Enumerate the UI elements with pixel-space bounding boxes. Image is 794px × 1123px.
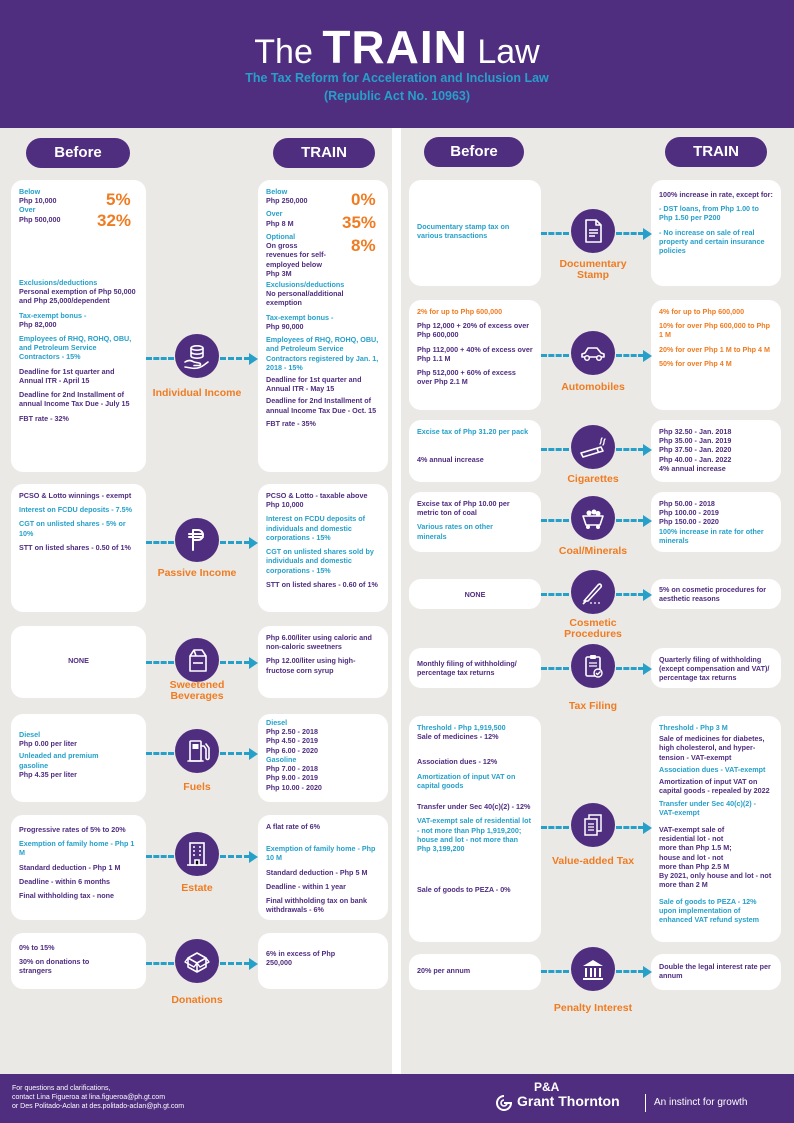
contact-info xyxy=(12,1084,184,1111)
dst-train-box xyxy=(651,180,781,286)
cosmetic-train-text: 5% on cosmetic procedures for aesthetic reasons xyxy=(659,585,767,604)
dst-train-item: 100% increase in rate, except for: xyxy=(659,190,773,199)
cig-arrow xyxy=(643,444,652,456)
auto-train-item: 20% for over Php 1 M to Php 4 M xyxy=(659,344,771,354)
penalty-connector-left xyxy=(541,970,569,973)
coal-train-item: 100% increase in rate for other minerals xyxy=(659,526,764,545)
documents-stack-icon xyxy=(571,803,615,847)
dst-connector-right xyxy=(616,232,644,235)
sweetened-arrow xyxy=(249,657,258,669)
income-before-over-value: Php 500,000 xyxy=(19,214,61,224)
income-train-excl-text: No personal/additional exemption xyxy=(266,289,344,308)
income-before-bonus-label: Tax-exempt bonus - xyxy=(19,310,87,320)
sweetened-connector-right xyxy=(220,661,250,664)
auto-arrow xyxy=(643,350,652,362)
vat-before-item: Sale of medicines - 12% xyxy=(417,732,499,742)
cig-train-item: 4% annual increase xyxy=(659,463,726,473)
donations-before-item: 0% to 15% xyxy=(19,943,55,952)
vat-train-item: Sale of medicines for diabetes, high cholesterol, and hyper-tension - VAT-exempt xyxy=(659,734,765,762)
title-law: Law xyxy=(477,33,540,71)
donations-connector-right xyxy=(220,962,250,965)
auto-connector-right xyxy=(616,354,644,357)
vat-before-item: Association dues - 12% xyxy=(417,757,498,767)
dst-connector-left xyxy=(541,232,569,235)
vat-train-item: Transfer under Sec 40(c)(2) - VAT-exempt xyxy=(659,798,757,817)
page-title xyxy=(0,20,794,74)
estate-arrow xyxy=(249,851,258,863)
income-before-bonus-value: Php 82,000 xyxy=(19,319,57,329)
income-train-over-label: Over xyxy=(266,209,283,219)
estate-connector-left xyxy=(146,855,174,858)
income-connector-right xyxy=(220,357,250,360)
sweetened-before-box xyxy=(11,626,146,698)
donations-before-item: 30% on donations to strangers xyxy=(19,957,90,976)
scalpel-icon xyxy=(571,570,615,614)
coal-before-box xyxy=(409,492,541,552)
coal-train-item: Php 100.00 - 2019 xyxy=(659,508,719,518)
gift-box-icon xyxy=(175,939,219,983)
estate-train-item: Final withholding tax on bank withdrawals - 6% xyxy=(266,896,368,915)
vat-train-item: By 2021, only house and lot - not more than 2 M xyxy=(659,871,772,890)
fuels-connector-right xyxy=(220,752,250,755)
passive-before-item: Interest on FCDU deposits - 7.5% xyxy=(19,505,133,515)
column-divider xyxy=(392,128,401,1074)
vat-arrow xyxy=(643,822,652,834)
donations-arrow xyxy=(249,958,258,970)
fuels-train-item: Php 10.00 - 2020 xyxy=(266,782,322,792)
vat-train-box xyxy=(651,716,781,942)
cig-connector-right xyxy=(616,448,644,451)
auto-before-item: Php 112,000 + 40% of excess over Php 1.1 M xyxy=(417,344,533,363)
filing-arrow xyxy=(643,663,652,675)
train-header-right: TRAIN xyxy=(665,137,767,167)
clipboard-check-icon xyxy=(571,644,615,688)
document-icon xyxy=(571,209,615,253)
cosmetic-before-text: NONE xyxy=(464,590,486,599)
auto-connector-left xyxy=(541,354,569,357)
dst-before-text: Documentary stamp tax on various transactions xyxy=(417,222,510,241)
vat-before-item: Threshold - Php 1,919,500 xyxy=(417,723,506,732)
passive-before-item: PCSO & Lotto winnings - exempt xyxy=(19,491,132,500)
cosmetic-connector-right xyxy=(616,593,644,596)
cosmetic-connector-left xyxy=(541,593,569,596)
penalty-arrow xyxy=(643,966,652,978)
cig-train-item: Php 35.00 - Jan. 2019 xyxy=(659,436,732,446)
income-before-rate-5: 5% xyxy=(106,190,131,209)
donations-label: Donations xyxy=(171,994,223,1006)
fuels-train-item: Php 7.00 - 2018 xyxy=(266,764,318,774)
cig-before-item: Excise tax of Php 31.20 per pack xyxy=(417,427,529,436)
donations-connector-left xyxy=(146,962,174,965)
passive-before-box xyxy=(11,484,146,612)
penalty-connector-right xyxy=(616,970,644,973)
filing-label: Tax Filing xyxy=(568,700,618,712)
penalty-before-text: 20% per annum xyxy=(417,966,471,975)
auto-before-item: Php 12,000 + 20% of excess over Php 600,000 xyxy=(417,321,530,340)
income-train-bonus-label: Tax-exempt bonus - xyxy=(266,312,334,322)
passive-label: Passive Income xyxy=(157,567,237,579)
sweetened-train-box xyxy=(258,626,388,698)
dst-label: Documentary Stamp xyxy=(559,258,627,282)
income-train-rate-0: 0% xyxy=(351,190,376,209)
penalty-label: Penalty Interest xyxy=(553,1002,633,1014)
estate-label: Estate xyxy=(181,882,213,894)
income-label: Individual Income xyxy=(152,387,242,399)
auto-before-item: Php 512,000 + 60% of excess over Php 2.1 M xyxy=(417,368,516,387)
vat-train-item: Amortization of input VAT on capital goods - repealed by 2022 xyxy=(659,777,770,796)
money-hand-icon xyxy=(175,334,219,378)
filing-train-box xyxy=(651,648,781,688)
donations-before-box xyxy=(11,933,146,989)
fuels-label: Fuels xyxy=(183,781,211,793)
auto-train-item: 50% for over Php 4 M xyxy=(659,358,732,368)
passive-train-box xyxy=(258,484,388,612)
title-train: TRAIN xyxy=(322,21,468,73)
coal-train-box xyxy=(651,492,781,552)
passive-train-item: PCSO & Lotto - taxable above Php 10,000 xyxy=(266,491,368,510)
beverage-carton-icon xyxy=(175,638,219,682)
coal-arrow xyxy=(643,515,652,527)
estate-before-item: Progressive rates of 5% to 20% xyxy=(19,825,126,834)
fuels-train-box xyxy=(258,714,388,802)
sweetened-train-item: Php 12.00/liter using high-fructose corn syrup xyxy=(266,656,356,675)
income-before-below-value: Php 10,000 xyxy=(19,196,57,206)
auto-train-item: 10% for over Php 600,000 to Php 1 M xyxy=(659,321,771,340)
filing-train-text: Quarterly filing of withholding (except compensation and VAT)/ percentage tax returns xyxy=(659,655,770,683)
cig-connector-left xyxy=(541,448,569,451)
vat-before-item: Sale of goods to PEZA - 0% xyxy=(417,885,511,895)
auto-before-item: 2% for up to Php 600,000 xyxy=(417,307,503,316)
donations-train-item: 6% in excess of Php 250,000 xyxy=(266,949,336,968)
title-the: The xyxy=(254,33,313,71)
sweetened-train-item: Php 6.00/liter using caloric and non-caloric sweetners xyxy=(266,633,372,652)
coal-connector-left xyxy=(541,519,569,522)
contact-line: For questions and clarifications, xyxy=(12,1085,111,1092)
estate-train-item: Deadline - within 1 year xyxy=(266,881,346,891)
filing-before-text: Monthly filing of withholding/ percentage tax returns xyxy=(417,659,517,678)
penalty-train-box xyxy=(651,954,781,990)
cosmetic-label: Cosmetic Procedures xyxy=(564,617,622,641)
estate-before-item: Deadline - within 6 months xyxy=(19,876,111,886)
passive-before-item: CGT on unlisted shares - 5% or 10% xyxy=(19,519,126,538)
passive-train-item: STT on listed shares - 0.60 of 1% xyxy=(266,579,378,589)
logo-separator xyxy=(645,1094,646,1112)
sweetened-before-text: NONE xyxy=(68,656,89,665)
fuels-before-item: Unleaded and premium gasoline xyxy=(19,751,99,770)
logo-pa: P&A xyxy=(534,1080,560,1094)
fuels-arrow xyxy=(249,748,258,760)
fuels-train-item: Php 6.00 - 2020 xyxy=(266,745,318,755)
passive-train-item: Interest on FCDU deposits of individuals and domestic corporations - 15% xyxy=(266,514,366,542)
income-before-deadline2: Deadline for 2nd Installment of annual Income Tax Due - July 15 xyxy=(19,390,130,409)
logo-grant-thornton: Grant Thornton xyxy=(517,1093,620,1109)
fuels-before-item: Php 0.00 per liter xyxy=(19,739,77,749)
income-train-below-label: Below xyxy=(266,187,288,196)
sweetened-connector-left xyxy=(146,661,174,664)
fuels-train-item: Gasoline xyxy=(266,754,297,764)
cosmetic-arrow xyxy=(643,589,652,601)
income-arrow xyxy=(249,353,258,365)
income-train-rhq: Employees of RHQ, ROHQ, OBU, and Petroleum Service Contractors registered by Jan. 1, 2018 - 15% xyxy=(266,335,379,372)
cig-train-box xyxy=(651,420,781,482)
income-before-deadline1: Deadline for 1st quarter and Annual ITR - April 15 xyxy=(19,366,115,385)
income-train-excl-title: Exclusions/deductions xyxy=(266,279,345,289)
estate-before-item: Standard deduction - Php 1 M xyxy=(19,862,121,872)
vat-before-item: VAT-exempt sale of residential lot - not more than Php 1,919,200; house and lot - not more than Php 3,199,200 xyxy=(417,816,531,853)
estate-before-item: Final withholding tax - none xyxy=(19,891,115,901)
auto-before-box xyxy=(409,300,541,410)
income-train-fbt: FBT rate - 35% xyxy=(266,418,316,428)
passive-before-item: STT on listed shares - 0.50 of 1% xyxy=(19,542,131,552)
contact-line: or Des Politado-Aclan at des.politado-aclan@ph.gt.com xyxy=(12,1103,185,1111)
filing-connector-left xyxy=(541,667,569,670)
header xyxy=(0,0,794,128)
fuels-train-item: Php 9.00 - 2019 xyxy=(266,773,318,783)
filing-before-box xyxy=(409,648,541,688)
income-before-over-label: Over xyxy=(19,205,36,215)
fuels-before-item: Php 4.35 per liter xyxy=(19,769,77,779)
vat-train-item: Threshold - Php 3 M xyxy=(659,723,728,732)
income-train-opt-text: On gross revenues for self-employed below Php 3M xyxy=(266,241,326,278)
passive-train-item: CGT on unlisted shares sold by individuals and domestic corporations - 15% xyxy=(266,547,374,575)
passive-connector-right xyxy=(220,541,250,544)
subtitle: The Tax Reform for Acceleration and Inclusion Law xyxy=(245,71,549,85)
filing-connector-right xyxy=(616,667,644,670)
estate-train-item: A flat rate of 6% xyxy=(266,822,321,831)
vat-before-item: Transfer under Sec 40(c)(2) - 12% xyxy=(417,802,531,812)
income-before-below-label: Below xyxy=(19,187,41,196)
train-header-left: TRAIN xyxy=(273,138,375,168)
bank-building-icon xyxy=(571,947,615,991)
income-before-rate-32: 32% xyxy=(97,211,132,230)
sweetened-label: Sweetened Beverages xyxy=(169,679,225,703)
vat-before-box xyxy=(409,716,541,942)
estate-train-item: Exemption of family home - Php 10 M xyxy=(266,844,376,863)
fuels-before-box xyxy=(11,714,146,802)
cigarette-icon xyxy=(571,425,615,469)
vat-label: Value-added Tax xyxy=(551,855,635,867)
income-train-deadline2: Deadline for 2nd Installment of annual Income Tax Due - Oct. 15 xyxy=(266,396,377,415)
vat-before-item: Amortization of input VAT on capital goods xyxy=(417,771,516,790)
cosmetic-before-box xyxy=(409,579,541,609)
grant-thornton-logo-icon xyxy=(495,1094,513,1112)
estate-before-item: Exemption of family home - Php 1 M xyxy=(19,839,135,858)
vat-train-item: VAT-exempt sale of residential lot - not more than Php 1.5 M; house and lot - not more than Php 2.5 M xyxy=(659,824,732,871)
vat-train-item: Sale of goods to PEZA - 12% upon implementation of enhanced VAT refund system xyxy=(659,896,759,924)
peso-sign-icon xyxy=(175,518,219,562)
income-connector-left xyxy=(146,357,174,360)
coal-connector-right xyxy=(616,519,644,522)
auto-label: Automobiles xyxy=(561,381,625,393)
cig-train-item: Php 32.50 - Jan. 2018 xyxy=(659,427,732,436)
coal-before-item: Excise tax of Php 10.00 per metric ton of coal xyxy=(417,499,510,518)
cig-label: Cigarettes xyxy=(567,473,619,485)
cig-before-box xyxy=(409,420,541,482)
penalty-before-box xyxy=(409,954,541,990)
fuels-before-item: Diesel xyxy=(19,730,41,739)
income-train-over-value: Php 8 M xyxy=(266,218,294,228)
income-before-rhq: Employees of RHQ, ROHQ, OBU, and Petroleum Service Contractors - 15% xyxy=(19,333,132,362)
estate-before-box xyxy=(11,815,146,920)
income-before-fbt: FBT rate - 32% xyxy=(19,413,69,423)
fuels-train-item: Php 4.50 - 2019 xyxy=(266,736,318,746)
footer xyxy=(0,1074,794,1123)
cig-before-item: 4% annual increase xyxy=(417,455,484,465)
estate-train-item: Standard deduction - Php 5 M xyxy=(266,867,368,877)
fuels-train-item: Diesel xyxy=(266,718,288,727)
donations-train-box xyxy=(258,933,388,989)
fuels-train-item: Php 2.50 - 2018 xyxy=(266,727,318,737)
vat-train-item: Association dues - VAT-exempt xyxy=(659,764,766,774)
building-icon xyxy=(175,832,219,876)
auto-train-box xyxy=(651,300,781,410)
coal-before-item: Various rates on other minerals xyxy=(417,522,493,541)
dst-train-item: - No increase on sale of real property and certain insurance policies xyxy=(659,227,765,256)
coal-train-item: Php 150.00 - 2020 xyxy=(659,517,719,527)
passive-arrow xyxy=(249,537,258,549)
mine-cart-icon xyxy=(571,496,615,540)
fuel-pump-icon xyxy=(175,729,219,773)
income-train-rate-35: 35% xyxy=(342,213,377,232)
income-train-rate-8: 8% xyxy=(351,236,376,255)
income-train-deadline1: Deadline for 1st quarter and Annual ITR - May 15 xyxy=(266,374,362,394)
income-train-below-value: Php 250,000 xyxy=(266,196,308,206)
auto-train-item: 4% for up to Php 600,000 xyxy=(659,307,745,316)
cig-train-item: Php 40.00 - Jan. 2022 xyxy=(659,454,732,464)
income-before-excl-title: Exclusions/deductions xyxy=(19,277,98,287)
penalty-train-text: Double the legal interest rate per annum xyxy=(659,962,771,981)
tagline: An instinct for growth xyxy=(654,1097,748,1108)
coal-train-item: Php 50.00 - 2018 xyxy=(659,499,715,508)
before-header-left: Before xyxy=(26,138,130,168)
car-icon xyxy=(571,331,615,375)
passive-connector-left xyxy=(146,541,174,544)
estate-connector-right xyxy=(220,855,250,858)
estate-train-box xyxy=(258,815,388,920)
coal-label: Coal/Minerals xyxy=(558,545,628,557)
dst-arrow xyxy=(643,228,652,240)
contact-line: contact Lina Figueroa at lina.figueroa@ph.gt.com xyxy=(12,1094,166,1102)
cosmetic-train-box xyxy=(651,579,781,609)
dst-before-box xyxy=(409,180,541,286)
fuels-connector-left xyxy=(146,752,174,755)
income-train-opt-label: Optional xyxy=(266,231,296,241)
income-before-excl-text: Personal exemption of Php 50,000 and Php 25,000/dependent xyxy=(19,287,136,306)
before-header-right: Before xyxy=(424,137,524,167)
vat-connector-left xyxy=(541,826,569,829)
republic-act: (Republic Act No. 10963) xyxy=(323,89,471,103)
cig-train-item: Php 37.50 - Jan. 2020 xyxy=(659,445,732,455)
dst-train-item: - DST loans, from Php 1.00 to Php 1.50 per P200 xyxy=(659,204,759,223)
vat-connector-right xyxy=(616,826,644,829)
income-train-bonus-value: Php 90,000 xyxy=(266,321,304,331)
